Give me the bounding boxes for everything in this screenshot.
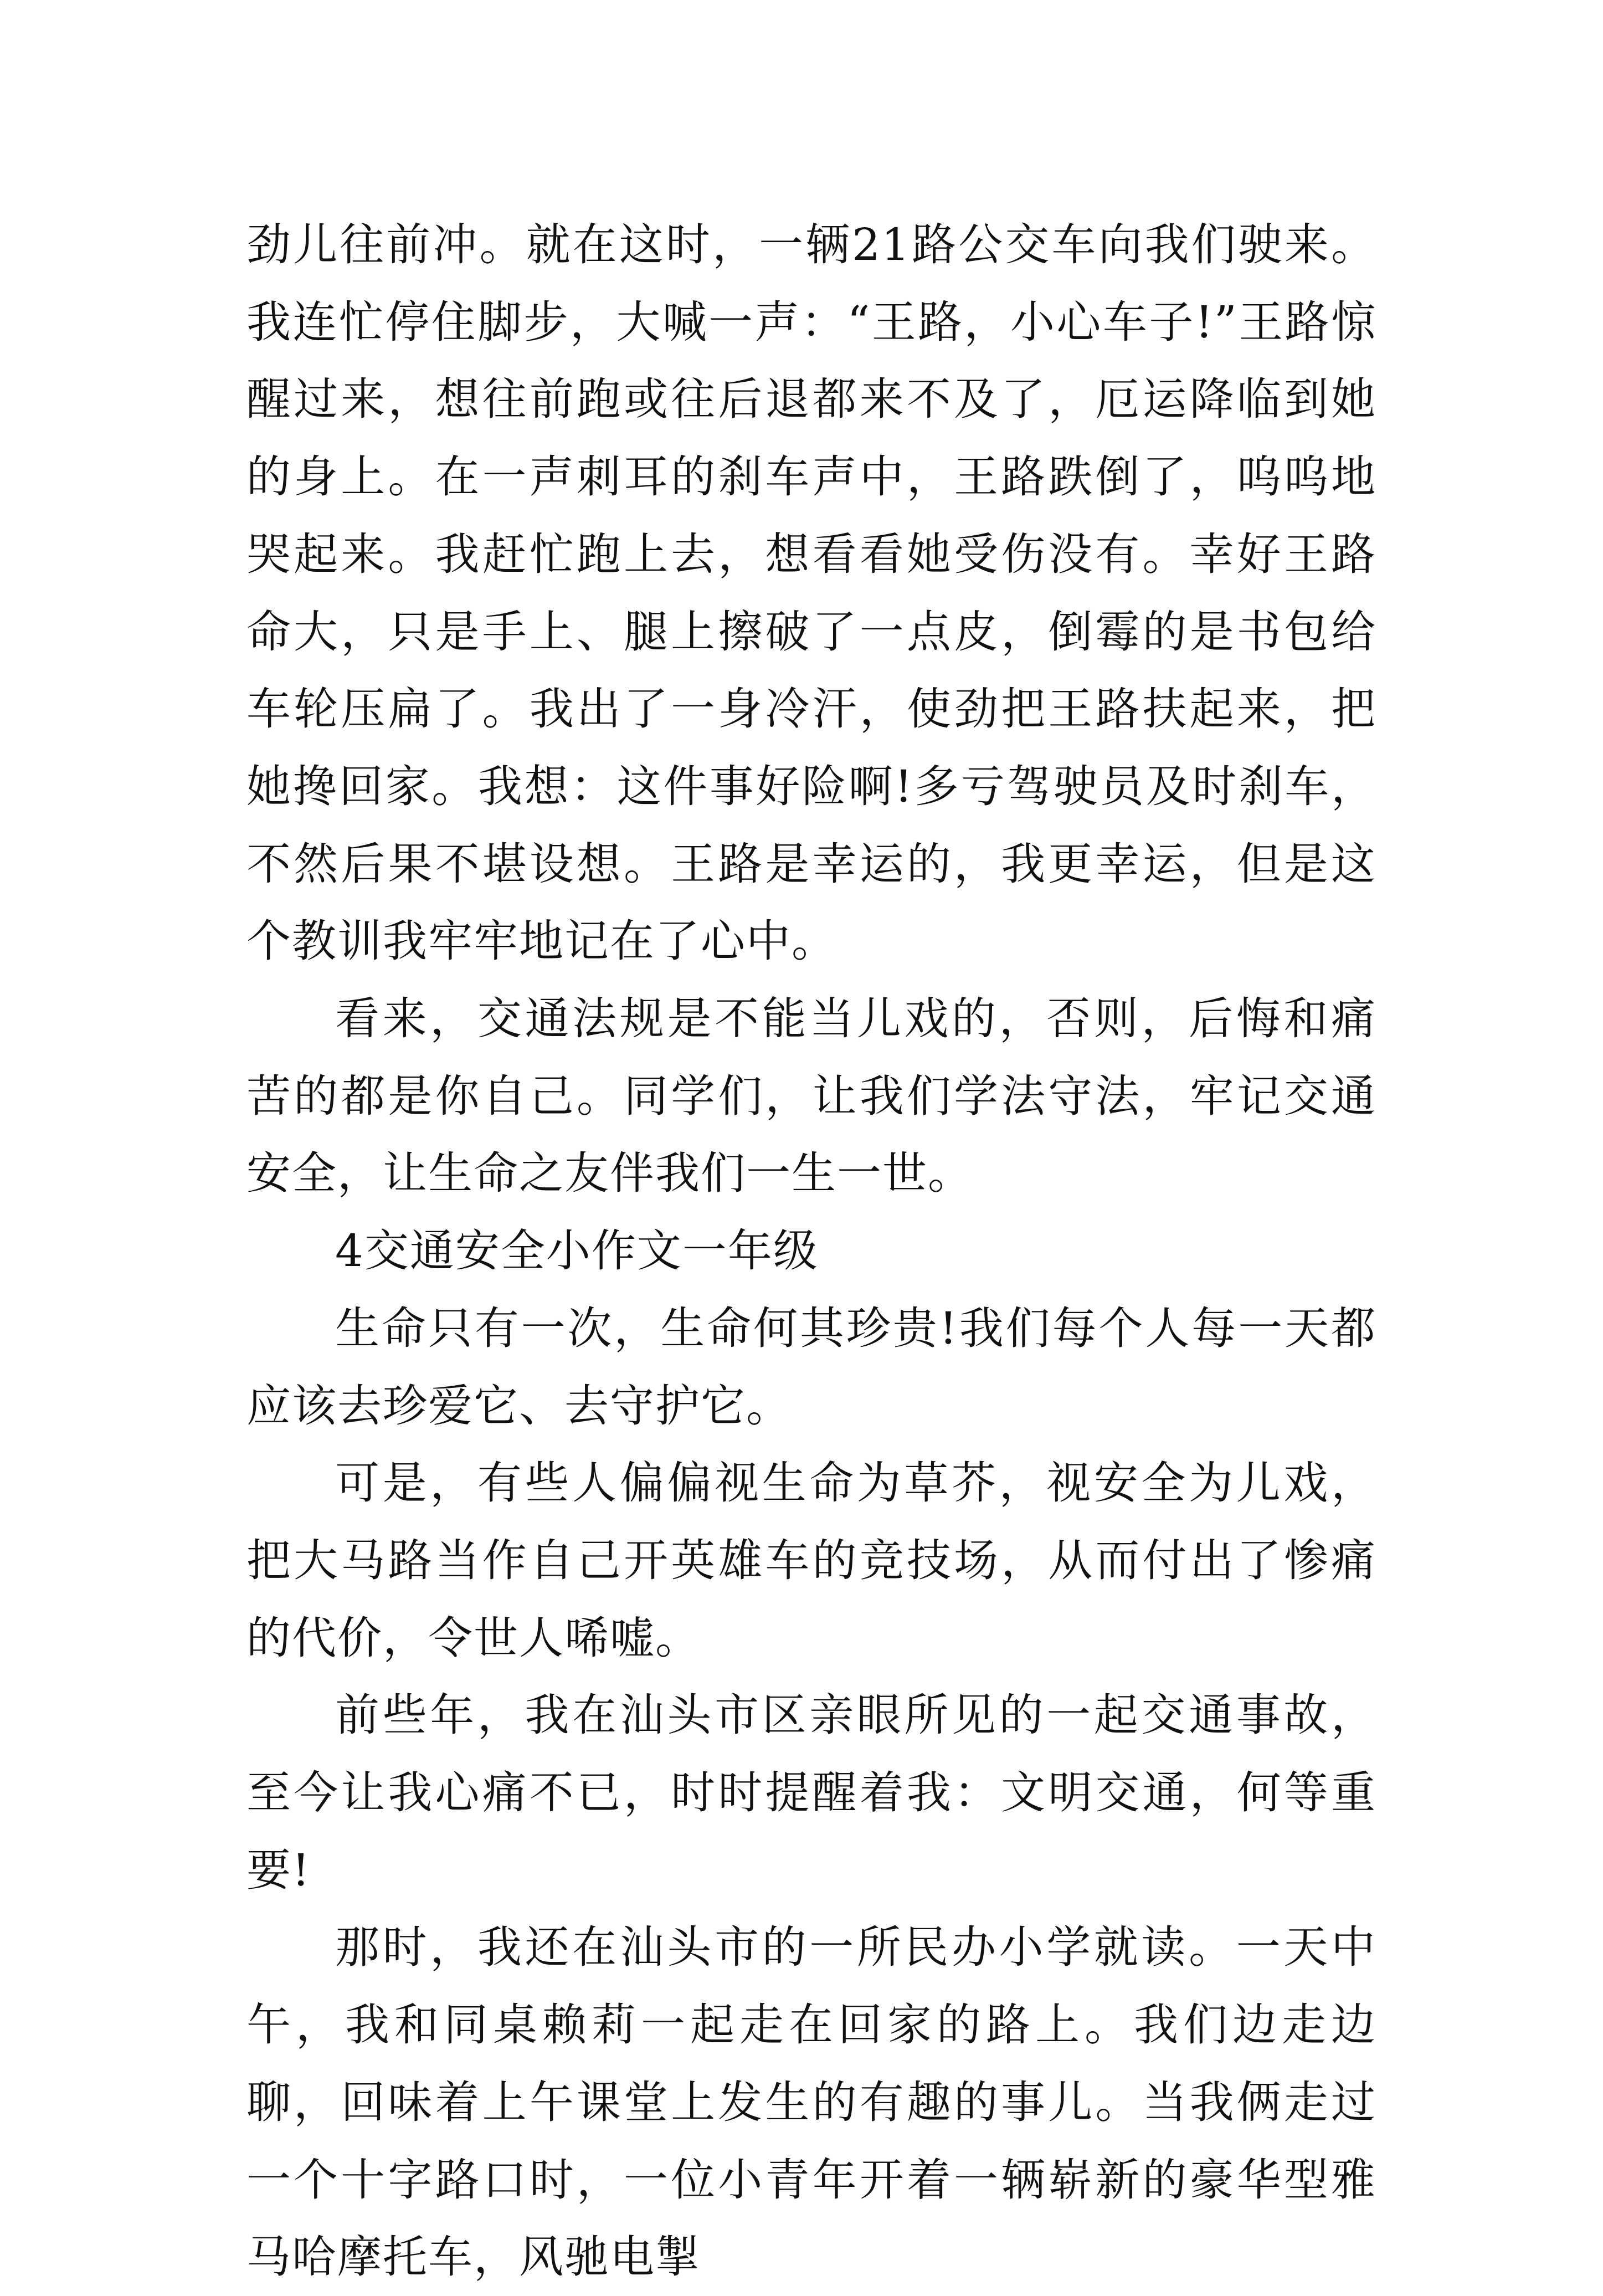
- paragraph-life-precious: 生命只有一次，生命何其珍贵!我们每个人每一天都应该去珍爱它、去守护它。: [246, 1302, 1376, 1432]
- paragraph-story-start: 那时，我还在汕头市的一所民办小学就读。一天中午，我和同桌赖莉一起走在回家的路上。我们边走边聊，回味着上午课堂上发生的有趣的事儿。当我俩走过一个十字路口时，一位小青年开着一辆崭新的豪华型雅马哈摩托车，风驰电掣: [246, 1921, 1376, 2283]
- section-heading: 4交通安全小作文一年级: [335, 1225, 819, 1277]
- paragraph-continuation: 劲儿往前冲。就在这时，一辆21路公交车向我们驶来。我连忙停住脚步，大喊一声：“王路，小心车子!”王路惊醒过来，想往前跑或往后退都来不及了，厄运降临到她的身上。在一声刺耳的刹车声中，王路跌倒了，呜呜地哭起来。我赶忙跑上去，想看看她受伤没有。幸好王路命大，只是手上、腿上擦破了一点皮，倒霉的是书包给车轮压扁了。我出了一身冷汗，使劲把王路扶起来，把她搀回家。我想：这件事好险啊!多亏驾驶员及时刹车，不然后果不堪设想。王路是幸运的，我更幸运，但是这个教训我牢牢地记在了心中。: [246, 219, 1376, 967]
- paragraph-reckless: 可是，有些人偏偏视生命为草芥，视安全为儿戏，把大马路当作自己开英雄车的竞技场，从而付出了惨痛的代价，令世人唏嘘。: [246, 1457, 1376, 1664]
- paragraph-conclusion: 看来，交通法规是不能当儿戏的，否则，后悔和痛苦的都是你自己。同学们，让我们学法守法，牢记交通安全，让生命之友伴我们一生一世。: [246, 993, 1376, 1200]
- paragraph-accident-memory: 前些年，我在汕头市区亲眼所见的一起交通事故，至今让我心痛不已，时时提醒着我：文明交通，何等重要!: [246, 1689, 1376, 1896]
- document-body: [246, 206, 1376, 2296]
